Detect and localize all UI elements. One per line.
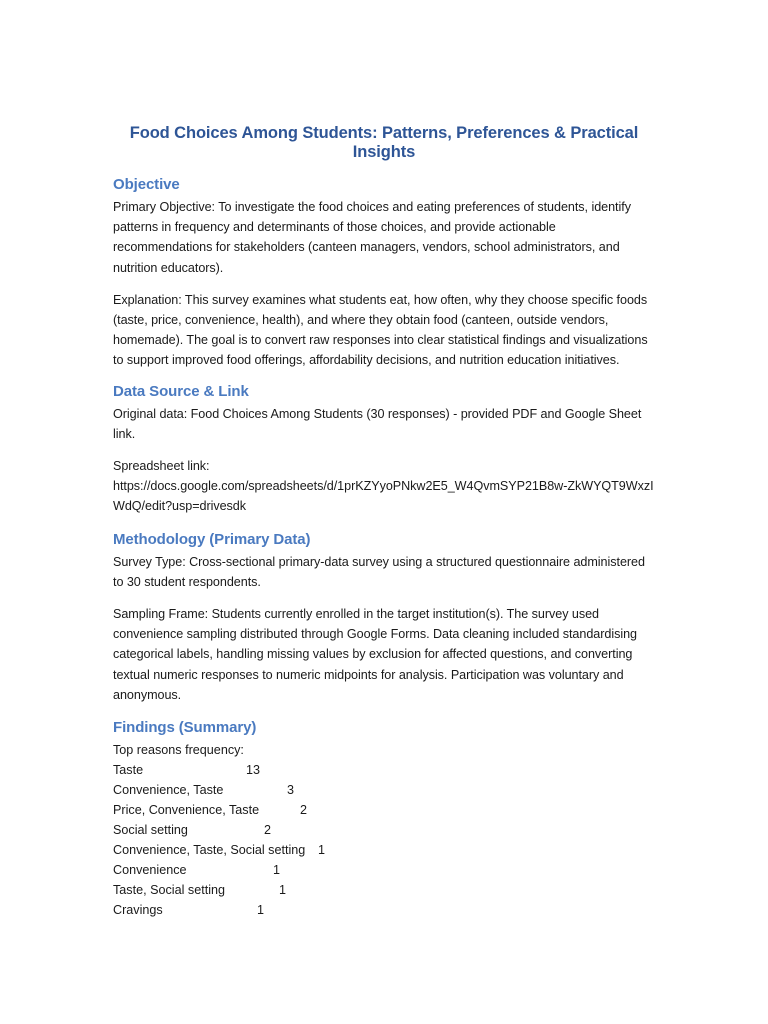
reason-label: Price, Convenience, Taste — [113, 803, 260, 818]
list-item — [113, 880, 655, 900]
reason-count: 2 — [300, 803, 308, 818]
reason-label: Convenience, Taste — [113, 783, 224, 798]
reason-label: Convenience — [113, 863, 187, 878]
reason-count: 1 — [273, 863, 281, 878]
reason-label: Cravings — [113, 903, 163, 918]
list-item — [113, 820, 655, 840]
objective-section — [113, 176, 655, 371]
list-item — [113, 800, 655, 820]
list-item — [113, 780, 655, 800]
list-item — [113, 860, 655, 880]
document-title: Food Choices Among Students: Patterns, Preferences & Practical Insights — [129, 124, 639, 161]
reason-count: 1 — [318, 843, 326, 858]
reason-count: 3 — [287, 783, 295, 798]
spreadsheet-link-url[interactable]: https://docs.google.com/spreadsheets/d/1prKZYyoPNkw2E5_W4QvmSYP21B8w-ZkWYQT9WxzIWdQ/edit?usp=drivesdk — [113, 479, 654, 514]
data-source-heading: Data Source & Link — [113, 382, 249, 400]
reason-label: Social setting — [113, 823, 188, 838]
objective-heading: Objective — [113, 176, 180, 193]
methodology-heading: Methodology (Primary Data) — [113, 530, 311, 548]
findings-section — [113, 719, 655, 920]
list-item — [113, 840, 655, 860]
spreadsheet-link-label: Spreadsheet link: — [113, 459, 210, 474]
reason-count: 13 — [246, 763, 261, 778]
survey-type-paragraph: Survey Type: Cross-sectional primary-data survey using a structured questionnaire administered to 30 student respondents. — [113, 554, 645, 589]
findings-heading: Findings (Summary) — [113, 719, 257, 737]
list-item — [113, 760, 655, 780]
list-item — [113, 900, 655, 920]
reasons-frequency-list — [113, 760, 655, 920]
reason-label: Taste — [113, 763, 144, 778]
reason-count: 1 — [279, 883, 287, 898]
reason-label: Taste, Social setting — [113, 883, 226, 898]
reason-count: 1 — [257, 903, 265, 918]
explanation-paragraph: Explanation: This survey examines what students eat, how often, why they choose specific foods (taste, price, convenience, health), and where they obtain food (canteen, outside vendors, homemade). The goal is to convert raw responses into clear statistical findings and visualizations to support improved food offerings, affordability decisions, and nutrition education initiatives. — [113, 292, 648, 368]
original-data-paragraph: Original data: Food Choices Among Students (30 responses) - provided PDF and Google Sheet link. — [113, 406, 642, 441]
data-source-section — [113, 383, 655, 517]
reason-label: Convenience, Taste, Social setting — [113, 843, 306, 858]
spreadsheet-link-paragraph — [113, 456, 655, 517]
primary-objective-paragraph: Primary Objective: To investigate the food choices and eating preferences of students, identify patterns in frequency and determinants of those choices, and provide actionable recommendations for stakeholders (canteen managers, vendors, school administrators, and nutrition educators). — [113, 200, 631, 275]
frequency-intro: Top reasons frequency: — [113, 743, 244, 758]
reason-count: 2 — [264, 823, 272, 838]
methodology-section — [113, 531, 655, 705]
sampling-frame-paragraph: Sampling Frame: Students currently enrolled in the target institution(s). The survey used convenience sampling distributed through Google Forms. Data cleaning included standardising categorical labels, handling missing values by exclusion for affected questions, and converting textual numeric responses to numeric midpoints for analysis. Participation was voluntary and anonymous. — [113, 607, 638, 702]
